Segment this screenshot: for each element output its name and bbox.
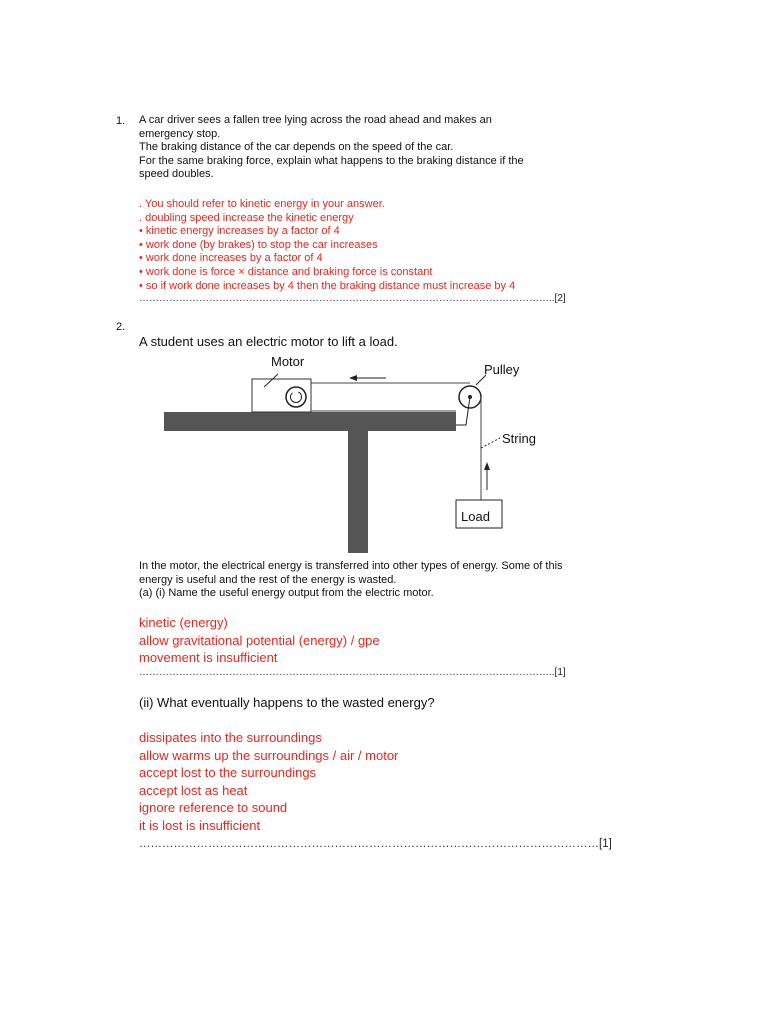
question-2-number: 2. — [116, 321, 126, 333]
answer-line: allow warms up the surroundings / air / motor — [139, 747, 399, 763]
table-top — [164, 412, 456, 431]
question-2-line: (a) (i) Name the useful energy output from the electric motor. — [139, 587, 434, 599]
load-label: Load — [461, 509, 490, 524]
answer-line: ignore reference to sound — [139, 800, 288, 815]
string-label: String — [502, 431, 536, 446]
answer-line: • work done (by brakes) to stop the car increases — [139, 238, 378, 251]
question-1-line: For the same braking force, explain what happens to the braking distance if the — [139, 154, 524, 167]
question-2-intro: A student uses an electric motor to lift a load. — [139, 334, 398, 349]
motor-pulley-diagram — [160, 350, 560, 555]
question-2-text — [139, 560, 563, 601]
motor-label: Motor — [271, 354, 305, 369]
question-1-line: A car driver sees a fallen tree lying across the road ahead and makes an — [139, 114, 492, 126]
answer-line: accept lost to the surroundings — [139, 765, 317, 780]
question-1-text — [139, 114, 524, 182]
motor-rotor-icon — [286, 387, 306, 407]
question-1-number: 1. — [116, 115, 126, 127]
question-2-line: energy is useful and the rest of the energy is wasted. — [139, 573, 397, 586]
answer-line: allow gravitational potential (energy) / gpe — [139, 632, 380, 648]
answer-line: movement is insufficient — [139, 650, 278, 665]
answer-line: . doubling speed increase the kinetic energy — [139, 211, 354, 224]
question-1-answer-line: ……………………………………………………………………………………………………………..[2] — [139, 293, 566, 304]
pulley-label: Pulley — [484, 362, 520, 377]
table-leg — [348, 431, 368, 553]
question-1-line: The braking distance of the car depends on the speed of the car. — [139, 141, 454, 153]
answer-line: • kinetic energy increases by a factor of 4 — [139, 225, 340, 238]
question-2a-answer-line: ……………………………………………………………………………………………………………..[1] — [139, 667, 566, 678]
question-2b-answers — [139, 729, 398, 834]
question-1-answers — [139, 198, 515, 293]
question-2a-answers — [139, 614, 380, 667]
answer-line: • work done is force × distance and braking force is constant — [139, 265, 433, 278]
question-2b-answer-line: …………………………………………………………………………………………………………[1] — [139, 838, 612, 850]
answer-line: • work done increases by a factor of 4 — [139, 252, 323, 265]
answer-line: kinetic (energy) — [139, 615, 228, 630]
question-1-line: speed doubles. — [139, 168, 214, 180]
answer-line: dissipates into the surroundings — [139, 730, 322, 745]
answer-line: . You should refer to kinetic energy in your answer. — [139, 198, 385, 210]
question-2-line: In the motor, the electrical energy is transferred into other types of energy. Some of this — [139, 560, 563, 572]
question-2b-text: (ii) What eventually happens to the wasted energy? — [139, 695, 435, 710]
answer-line: it is lost is insufficient — [139, 817, 261, 833]
answer-line: accept lost as heat — [139, 782, 248, 798]
answer-line: • so if work done increases by 4 then the braking distance must increase by 4 — [139, 279, 516, 292]
question-1-line: emergency stop. — [139, 127, 221, 140]
